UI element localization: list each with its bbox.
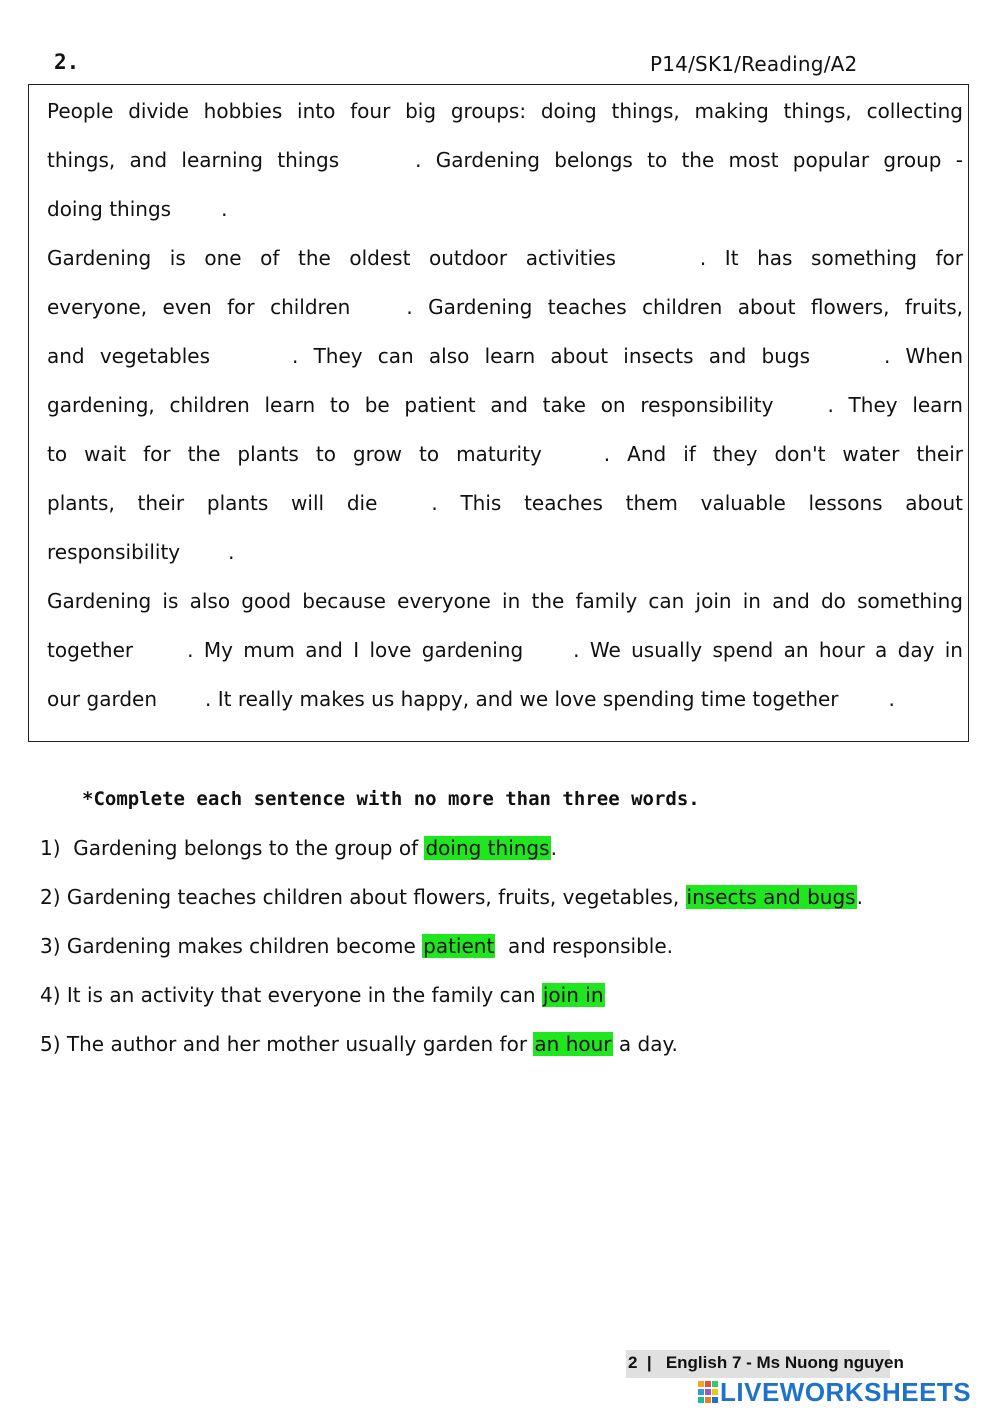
answer-4[interactable]: join in	[542, 983, 604, 1007]
passage-line: together . My mum and I love gardening . We usually spend an hour a day in	[47, 638, 963, 662]
footer-page-label: 2 | English 7 - Ms Nuong nguyen	[628, 1353, 904, 1372]
passage-line: doing things .	[47, 197, 228, 221]
reading-passage	[28, 84, 969, 742]
header-code: P14/SK1/Reading/A2	[650, 52, 858, 76]
answer-3[interactable]: patient	[423, 934, 495, 958]
liveworksheets-logo-icon	[698, 1381, 718, 1403]
passage-line: Gardening is one of the oldest outdoor activities . It has something for	[47, 246, 963, 270]
passage-line: People divide hobbies into four big groups: doing things, making things, collecting	[47, 99, 963, 123]
answer-2[interactable]: insects and bugs	[686, 885, 856, 909]
passage-line: Gardening is also good because everyone in the family can join in and do something	[47, 589, 963, 613]
passage-line: plants, their plants will die . This teaches them valuable lessons about	[47, 491, 963, 515]
question-3: 3) Gardening makes children become patient and responsible.	[40, 934, 674, 958]
passage-line: and vegetables . They can also learn about insects and bugs . When	[47, 344, 963, 368]
liveworksheets-brand[interactable]: LIVEWORKSHEETS	[720, 1377, 972, 1407]
passage-line: everyone, even for children . Gardening teaches children about flowers, fruits,	[47, 295, 963, 319]
question-2: 2) Gardening teaches children about flowers, fruits, vegetables, insects and bugs.	[40, 885, 863, 909]
passage-line: gardening, children learn to be patient and take on responsibility . They learn	[47, 393, 963, 417]
answer-5[interactable]: an hour	[534, 1032, 612, 1056]
passage-line: responsibility .	[47, 540, 235, 564]
question-4: 4) It is an activity that everyone in the family can join in	[40, 983, 604, 1007]
instruction: *Complete each sentence with no more than three words.	[82, 788, 700, 810]
answer-1[interactable]: doing things	[425, 836, 550, 860]
question-5: 5) The author and her mother usually garden for an hour a day.	[40, 1032, 678, 1056]
header-number: 2.	[54, 50, 80, 74]
question-1: 1) Gardening belongs to the group of doing things.	[40, 836, 557, 860]
passage-line: our garden . It really makes us happy, and we love spending time together .	[47, 687, 895, 711]
passage-line: things, and learning things . Gardening belongs to the most popular group -	[47, 148, 963, 172]
passage-line: to wait for the plants to grow to maturity . And if they don't water their	[47, 442, 963, 466]
